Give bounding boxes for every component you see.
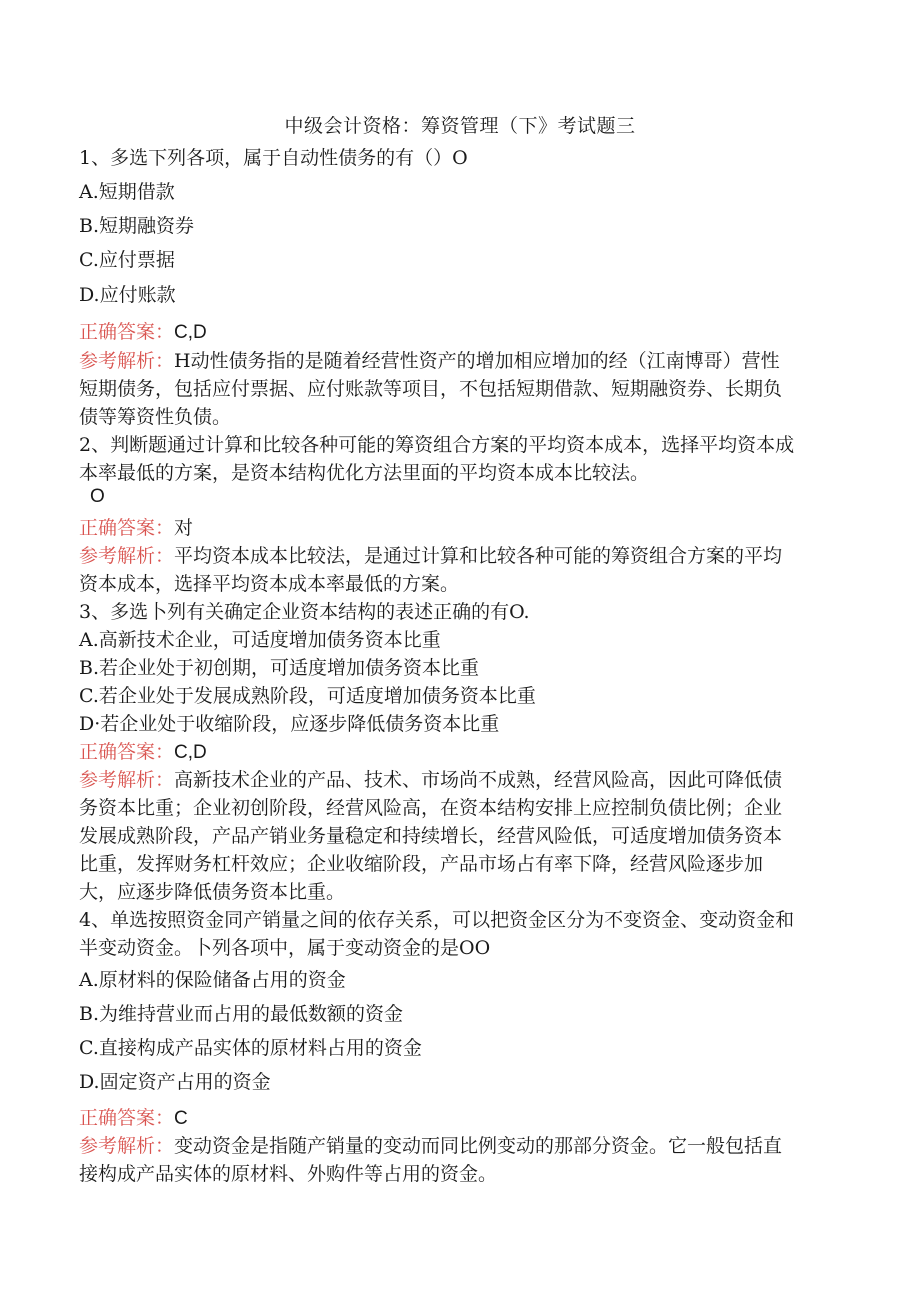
- q4-option-c: C.直接构成产品实体的原材料占用的资金: [79, 1037, 422, 1059]
- q4-stem-line-1: 4、单选按照资金同产销量之间的依存关系，可以把资金区分为不变资金、变动资金和: [79, 909, 795, 931]
- q2-stem-line-1: 2、判断题通过计算和比较各种可能的筹资组合方案的平均资本成本，选择平均资本成: [79, 434, 795, 456]
- q4-option-d: D.固定资产占用的资金: [79, 1071, 271, 1093]
- q3-analysis-row: [79, 767, 782, 793]
- q1-answer-label: 正确答案：: [79, 321, 175, 343]
- q1-analysis-line-3: 债等筹资性负债。: [79, 406, 232, 428]
- q3-analysis-line-5: 大，应逐步降低债务资本比重。: [79, 881, 346, 903]
- q4-stem-line-2: 半变动资金。卜列各项中，属于变动资金的是OO: [79, 937, 491, 959]
- q4-analysis-label: 参考解析：: [79, 1135, 175, 1157]
- q3-analysis-line-1: 高新技术企业的产品、技术、市场尚不成熟，经营风险高，因此可降低债: [174, 769, 783, 791]
- q4-option-a: A.原材料的保险储备占用的资金: [79, 969, 346, 991]
- q1-option-a: A.短期借款: [79, 181, 175, 203]
- q2-analysis-row: [79, 543, 782, 569]
- q2-answer: 对: [174, 517, 194, 539]
- q1-option-d: D.应付账款: [79, 284, 176, 306]
- q3-option-a: A.高新技术企业，可适度增加债务资本比重: [79, 629, 441, 651]
- q1-analysis-line-2: 短期债务，包括应付票据、应付账款等项目，不包括短期借款、短期融资券、长期负: [79, 378, 783, 400]
- q2-stem-line-3: O: [90, 486, 105, 507]
- q2-analysis-line-2: 资本成本，选择平均资本成本率最低的方案。: [79, 573, 460, 595]
- q4-answer-label: 正确答案：: [79, 1107, 175, 1129]
- q3-answer: C,D: [174, 742, 207, 763]
- q1-analysis-row: [79, 348, 780, 374]
- q1-analysis-label: 参考解析：: [79, 350, 175, 372]
- q3-analysis-label: 参考解析：: [79, 769, 175, 791]
- q2-answer-label: 正确答案：: [79, 517, 175, 539]
- q4-answer: C: [174, 1108, 188, 1129]
- q1-option-c: C.应付票据: [79, 249, 175, 271]
- q4-option-b: B.为维持营业而占用的最低数额的资金: [79, 1003, 404, 1025]
- q4-analysis-row: [79, 1133, 782, 1159]
- q3-option-b: B.若企业处于初创期，可适度增加债务资本比重: [79, 657, 480, 679]
- q4-analysis-line-1: 变动资金是指随产销量的变动而同比例变动的那部分资金。它一般包括直: [174, 1135, 783, 1157]
- q2-answer-row: [79, 515, 193, 541]
- q3-option-c: C.若企业处于发展成熟阶段，可适度增加债务资本比重: [79, 685, 536, 707]
- q3-answer-row: [79, 739, 207, 766]
- q1-option-b: B.短期融资券: [79, 215, 195, 237]
- q3-option-d: D·若企业处于收缩阶段，应逐步降低债务资本比重: [79, 713, 500, 735]
- q2-stem-line-2: 本率最低的方案，是资本结构优化方法里面的平均资本成本比较法。: [79, 462, 650, 484]
- q3-analysis-line-3: 发展成熟阶段，产品产销业务量稳定和持续增长，经营风险低，可适度增加债务资本: [79, 825, 783, 847]
- q3-answer-label: 正确答案：: [79, 741, 175, 763]
- q2-analysis-label: 参考解析：: [79, 545, 175, 567]
- q2-analysis-line-1: 平均资本成本比较法，是通过计算和比较各种可能的筹资组合方案的平均: [174, 545, 783, 567]
- q3-analysis-line-4: 比重，发挥财务杠杆效应；企业收缩阶段，产品市场占有率下降，经营风险逐步加: [79, 853, 764, 875]
- q3-stem: 3、多选卜列有关确定企业资本结构的表述正确的有O.: [79, 601, 530, 623]
- q4-answer-row: [79, 1105, 188, 1132]
- q3-analysis-line-2: 务资本比重；企业初创阶段，经营风险高，在资本结构安排上应控制负债比例；企业: [79, 797, 783, 819]
- q1-analysis-line-1: H动性债务指的是随着经营性资产的增加相应增加的经（江南博哥）营性: [174, 350, 780, 372]
- document-title: 中级会计资格：筹资管理（下》考试题三: [284, 115, 636, 137]
- q1-answer-row: [79, 319, 207, 346]
- q1-stem: 1、多选下列各项，属于自动性债务的有（）O: [79, 147, 468, 169]
- q4-analysis-line-2: 接构成产品实体的原材料、外购件等占用的资金。: [79, 1163, 498, 1185]
- q1-answer: C,D: [174, 322, 207, 343]
